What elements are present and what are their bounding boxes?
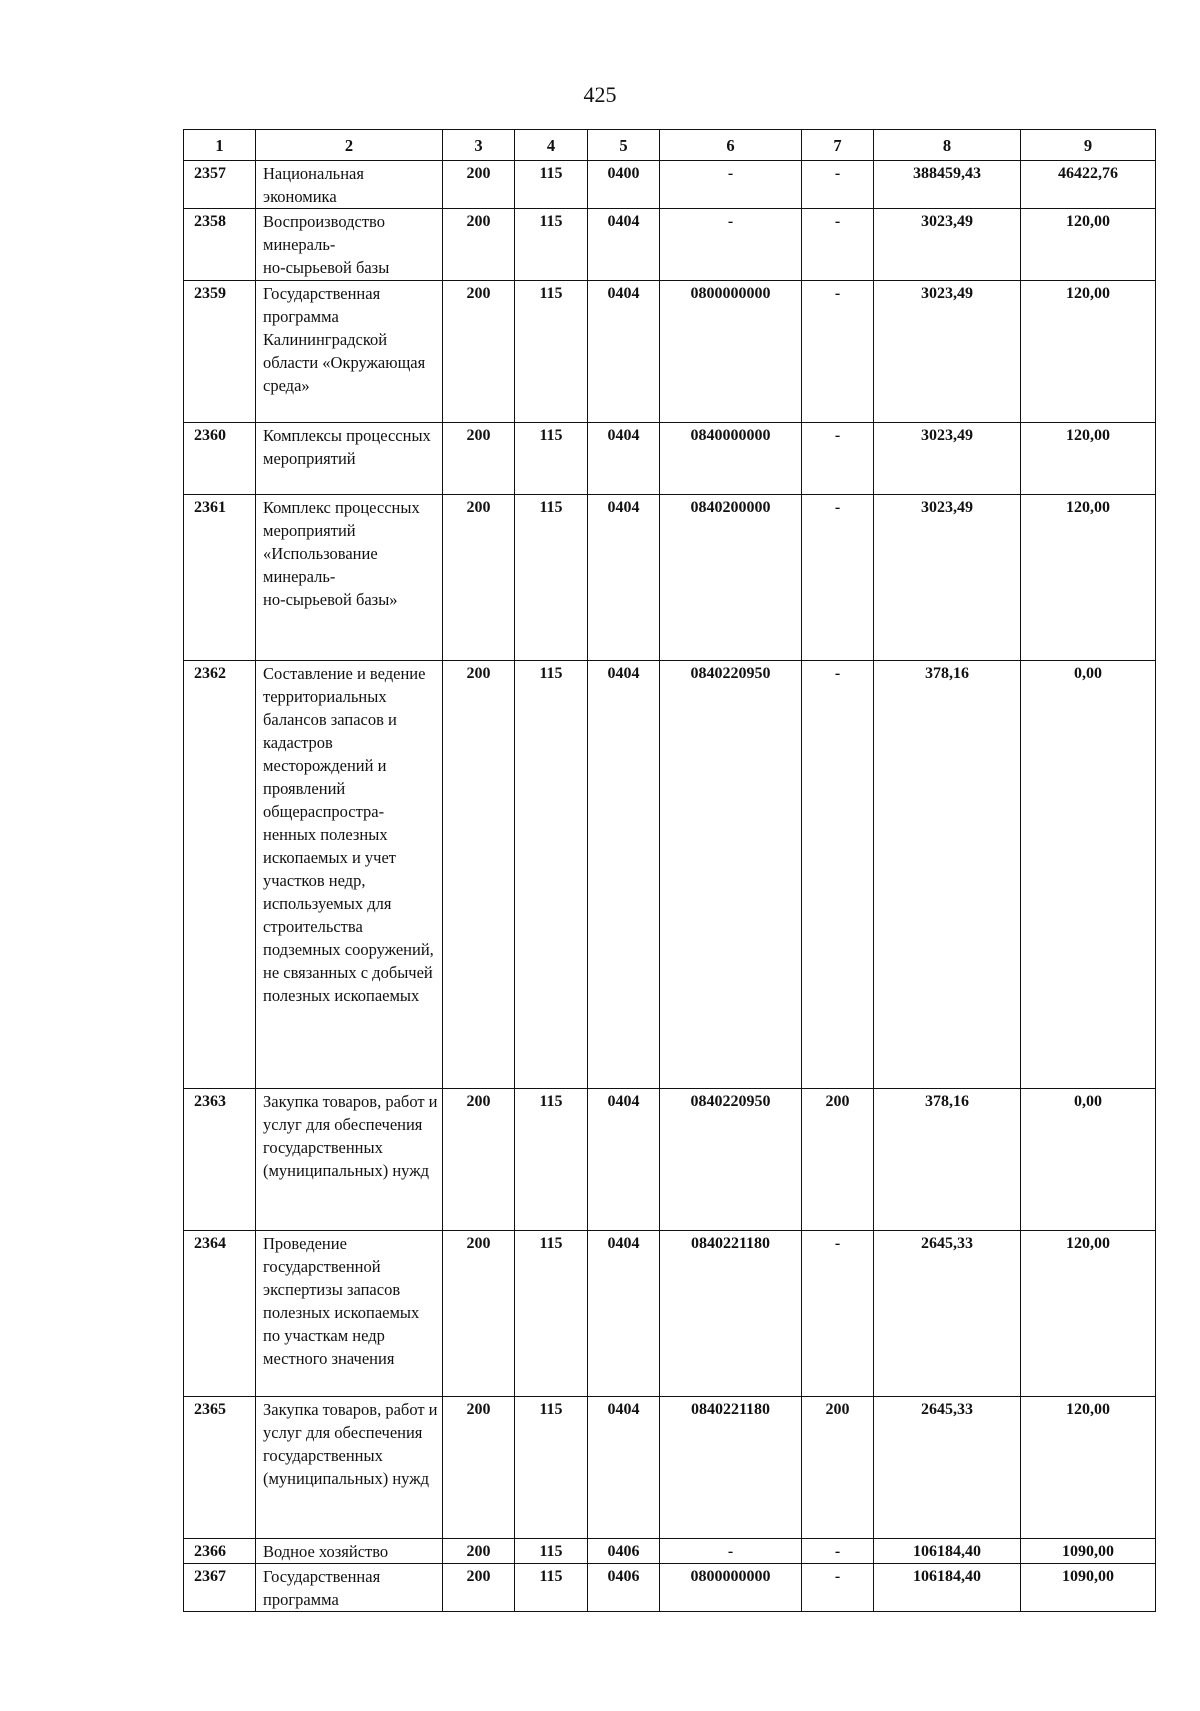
row-name-cell: Комплексы процессных мероприятий [256, 423, 443, 495]
row-number-cell: 2363 [184, 1089, 256, 1231]
table-row [184, 209, 1156, 281]
column-9-cell: 0,00 [1021, 661, 1156, 1089]
column-6-cell: - [660, 209, 802, 281]
column-3-cell: 200 [443, 161, 515, 209]
column-6-cell: 0840000000 [660, 423, 802, 495]
column-8-cell: 378,16 [874, 1089, 1021, 1231]
column-6-cell: 0800000000 [660, 1564, 802, 1612]
column-3-cell: 200 [443, 209, 515, 281]
column-4-cell: 115 [515, 281, 588, 423]
column-4-cell: 115 [515, 1397, 588, 1539]
row-name-cell: Проведение государственной экспертизы запасов полезных ископаемых по участкам недр местного значения [256, 1231, 443, 1397]
column-6-cell: 0800000000 [660, 281, 802, 423]
column-3-cell: 200 [443, 281, 515, 423]
column-7-cell: - [802, 661, 874, 1089]
column-6-cell: 0840220950 [660, 1089, 802, 1231]
column-6-cell: 0840200000 [660, 495, 802, 661]
row-name-cell: Национальная экономика [256, 161, 443, 209]
column-6-cell: - [660, 1539, 802, 1564]
column-3-cell: 200 [443, 1564, 515, 1612]
column-3-cell: 200 [443, 1231, 515, 1397]
column-6-cell: 0840220950 [660, 661, 802, 1089]
column-8-cell: 388459,43 [874, 161, 1021, 209]
column-9-cell: 120,00 [1021, 495, 1156, 661]
column-9-cell: 1090,00 [1021, 1539, 1156, 1564]
column-3-cell: 200 [443, 423, 515, 495]
column-header: 1 [184, 130, 256, 161]
column-8-cell: 3023,49 [874, 281, 1021, 423]
table-row [184, 1539, 1156, 1564]
column-header: 9 [1021, 130, 1156, 161]
column-header: 5 [588, 130, 660, 161]
row-name-cell: Закупка товаров, работ и услуг для обеспечения государственных (муниципальных) нужд [256, 1089, 443, 1231]
column-6-cell: - [660, 161, 802, 209]
table-row [184, 661, 1156, 1089]
table-row [184, 1564, 1156, 1612]
column-5-cell: 0404 [588, 1231, 660, 1397]
column-3-cell: 200 [443, 1539, 515, 1564]
column-header: 4 [515, 130, 588, 161]
column-7-cell: - [802, 1231, 874, 1397]
column-9-cell: 120,00 [1021, 281, 1156, 423]
table-row [184, 1397, 1156, 1539]
column-9-cell: 120,00 [1021, 423, 1156, 495]
column-9-cell: 120,00 [1021, 209, 1156, 281]
column-7-cell: - [802, 495, 874, 661]
column-3-cell: 200 [443, 1089, 515, 1231]
column-8-cell: 106184,40 [874, 1564, 1021, 1612]
row-number-cell: 2359 [184, 281, 256, 423]
column-4-cell: 115 [515, 1564, 588, 1612]
row-name-cell: Составление и ведение территориальных балансов запасов и кадастров месторождений и проявлений общераспростра- ненных полезных ископаемых и учет участков недр, используемых для строительства подземных сооружений, не связанных с добычей полезных ископаемых [256, 661, 443, 1089]
column-4-cell: 115 [515, 423, 588, 495]
table-row [184, 1231, 1156, 1397]
column-8-cell: 378,16 [874, 661, 1021, 1089]
column-5-cell: 0400 [588, 161, 660, 209]
column-4-cell: 115 [515, 1089, 588, 1231]
column-5-cell: 0406 [588, 1539, 660, 1564]
table-header-row [184, 130, 1156, 161]
column-7-cell: - [802, 1564, 874, 1612]
column-9-cell: 46422,76 [1021, 161, 1156, 209]
column-7-cell: - [802, 161, 874, 209]
column-5-cell: 0404 [588, 1089, 660, 1231]
column-5-cell: 0406 [588, 1564, 660, 1612]
column-5-cell: 0404 [588, 281, 660, 423]
column-8-cell: 106184,40 [874, 1539, 1021, 1564]
table-row [184, 281, 1156, 423]
column-4-cell: 115 [515, 161, 588, 209]
column-3-cell: 200 [443, 661, 515, 1089]
column-header: 7 [802, 130, 874, 161]
column-8-cell: 3023,49 [874, 209, 1021, 281]
column-4-cell: 115 [515, 1231, 588, 1397]
row-number-cell: 2362 [184, 661, 256, 1089]
column-8-cell: 2645,33 [874, 1397, 1021, 1539]
page-number: 425 [583, 82, 617, 107]
column-4-cell: 115 [515, 1539, 588, 1564]
column-7-cell: - [802, 281, 874, 423]
column-9-cell: 1090,00 [1021, 1564, 1156, 1612]
row-name-cell: Государственная программа Калининградской области «Окружающая среда» [256, 281, 443, 423]
row-number-cell: 2367 [184, 1564, 256, 1612]
column-7-cell: - [802, 423, 874, 495]
column-5-cell: 0404 [588, 209, 660, 281]
column-5-cell: 0404 [588, 423, 660, 495]
column-5-cell: 0404 [588, 661, 660, 1089]
column-4-cell: 115 [515, 661, 588, 1089]
row-name-cell: Закупка товаров, работ и услуг для обеспечения государственных (муниципальных) нужд [256, 1397, 443, 1539]
column-header: 2 [256, 130, 443, 161]
column-9-cell: 120,00 [1021, 1397, 1156, 1539]
row-number-cell: 2357 [184, 161, 256, 209]
column-header: 8 [874, 130, 1021, 161]
row-name-cell: Государственная программа [256, 1564, 443, 1612]
column-6-cell: 0840221180 [660, 1231, 802, 1397]
column-header: 6 [660, 130, 802, 161]
table-row [184, 1089, 1156, 1231]
row-name-cell: Водное хозяйство [256, 1539, 443, 1564]
column-8-cell: 2645,33 [874, 1231, 1021, 1397]
column-5-cell: 0404 [588, 495, 660, 661]
column-8-cell: 3023,49 [874, 495, 1021, 661]
column-3-cell: 200 [443, 1397, 515, 1539]
row-number-cell: 2366 [184, 1539, 256, 1564]
table-row [184, 161, 1156, 209]
row-number-cell: 2365 [184, 1397, 256, 1539]
column-4-cell: 115 [515, 495, 588, 661]
row-number-cell: 2364 [184, 1231, 256, 1397]
column-3-cell: 200 [443, 495, 515, 661]
row-name-cell: Воспроизводство минераль- но-сырьевой базы [256, 209, 443, 281]
column-5-cell: 0404 [588, 1397, 660, 1539]
table-row [184, 495, 1156, 661]
row-number-cell: 2358 [184, 209, 256, 281]
table-body [184, 161, 1156, 1612]
column-7-cell: - [802, 209, 874, 281]
budget-table [183, 129, 1156, 1612]
column-4-cell: 115 [515, 209, 588, 281]
column-7-cell: 200 [802, 1397, 874, 1539]
row-name-cell: Комплекс процессных мероприятий «Использование минераль- но-сырьевой базы» [256, 495, 443, 661]
column-8-cell: 3023,49 [874, 423, 1021, 495]
column-7-cell: - [802, 1539, 874, 1564]
table-row [184, 423, 1156, 495]
column-header: 3 [443, 130, 515, 161]
column-9-cell: 0,00 [1021, 1089, 1156, 1231]
column-9-cell: 120,00 [1021, 1231, 1156, 1397]
row-number-cell: 2361 [184, 495, 256, 661]
column-6-cell: 0840221180 [660, 1397, 802, 1539]
row-number-cell: 2360 [184, 423, 256, 495]
column-7-cell: 200 [802, 1089, 874, 1231]
